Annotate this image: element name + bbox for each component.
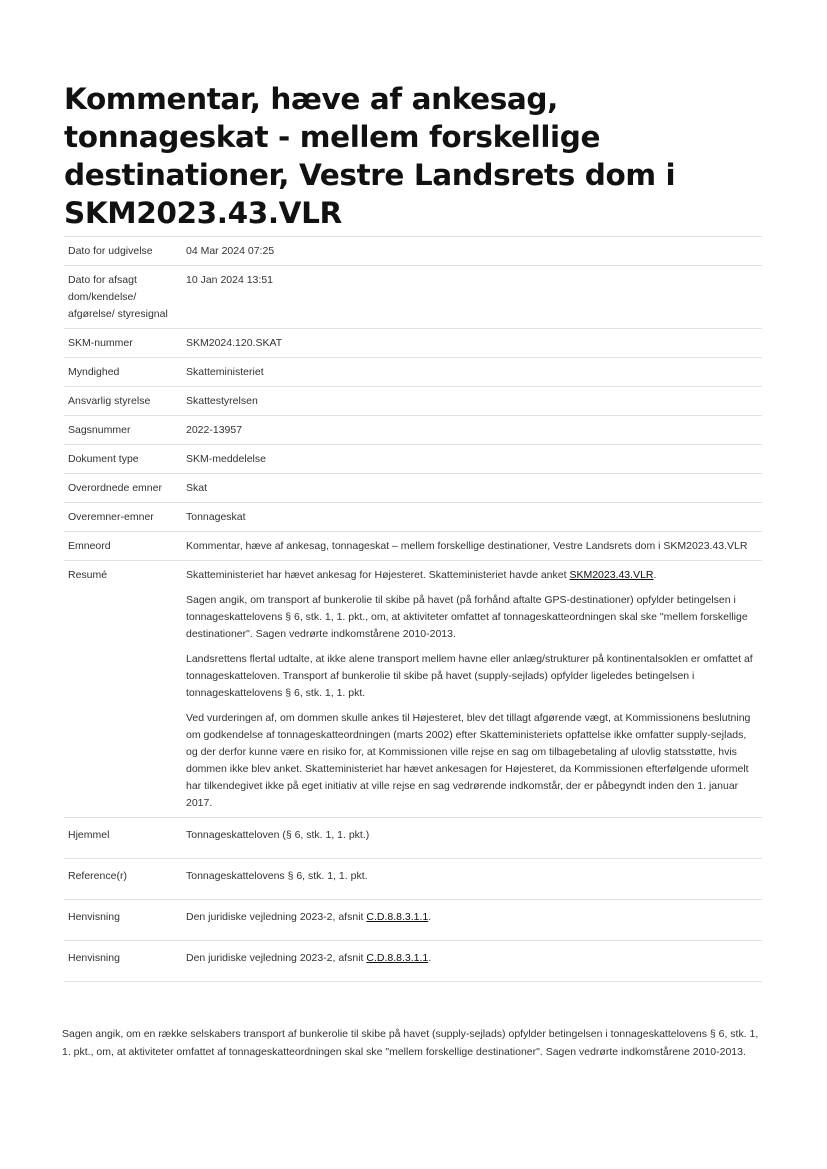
resume-p1-end: . xyxy=(653,569,657,581)
row-myndighed xyxy=(64,357,762,386)
skm2023-link[interactable]: SKM2023.43.VLR xyxy=(569,569,654,581)
resume-p1-text: Skatteministeriet har hævet ankesag for Højesteret. Skatteministeriet havde anket xyxy=(186,569,570,581)
row-value: SKM2024.120.SKAT xyxy=(186,337,283,349)
henvisning-end: . xyxy=(428,911,432,923)
row-label: Dato for udgivelse xyxy=(68,245,153,257)
row-value: Tonnageskatteloven (§ 6, stk. 1, 1. pkt.) xyxy=(186,829,370,841)
row-label: SKM-nummer xyxy=(68,337,133,349)
henvisning-text: Den juridiske vejledning 2023-2, afsnit xyxy=(186,911,367,923)
row-value: SKM-meddelelse xyxy=(186,453,266,465)
row-label: Overemner-emner xyxy=(68,511,154,523)
henvisning-text: Den juridiske vejledning 2023-2, afsnit xyxy=(186,952,367,964)
page-title: Kommentar, hæve af ankesag, tonnageskat - mellem forskellige destinationer, Vestre Landsrets dom i SKM2023.43.VLR xyxy=(64,82,676,230)
resume-paragraph: Landsrettens flertal udtalte, at ikke alene transport mellem havne eller anlæg/strukturer på kontinentalsoklen er omfattet af tonnageskatteloven. Transport af bunkerolie til skibe på havet (supply-sejlads) opfylder ligeledes betingelsen i tonnageskattelovens § 6, stk. 1, 1. pkt. xyxy=(186,653,753,699)
row-reference xyxy=(64,858,762,899)
row-value: Kommentar, hæve af ankesag, tonnageskat – mellem forskellige destinationer, Vestre Landsrets dom i SKM2023.43.VLR xyxy=(186,540,748,552)
row-label: Resumé xyxy=(68,569,108,581)
row-hjemmel xyxy=(64,817,762,858)
row-label: Emneord xyxy=(68,540,111,552)
row-styrelse xyxy=(64,386,762,415)
row-value: Skatteministeriet xyxy=(186,366,264,378)
row-label: Henvisning xyxy=(68,911,120,923)
row-skm-nummer xyxy=(64,328,762,357)
row-value xyxy=(181,900,762,940)
row-value: Skat xyxy=(186,482,208,494)
row-label: Dokument type xyxy=(68,453,139,465)
row-value: 2022-13957 xyxy=(186,424,243,436)
row-value xyxy=(181,941,762,981)
juridiske-vejledning-link[interactable]: C.D.8.8.3.1.1 xyxy=(366,911,429,923)
row-value: 04 Mar 2024 07:25 xyxy=(186,245,275,257)
henvisning-end: . xyxy=(428,952,432,964)
row-label: Henvisning xyxy=(68,952,120,964)
resume-paragraph: Ved vurderingen af, om dommen skulle ankes til Højesteret, blev det tillagt afgørende vægt, at Kommissionens beslutning om godkendelse af tonnageskatteordningen (marts 2002) efter Skatteministeriets opfattelse ikke omfatter supply-sejlads, og der derfor kunne være en risiko for, at Kommissionen ville rejse en sag om tilbagebetaling af ulovlig statsstøtte, hvis dommen ikke blev anket. Skatteministeriet har hævet ankesagen for Højesteret, da Kommissionen efterfølgende uformelt har tilkendegivet ikke på eget initiativ at ville rejse en sag vedrørende indkomstår, der er påbegyndt inden den 1. januar 2017. xyxy=(186,712,751,809)
resume-text xyxy=(181,561,762,817)
row-emneord xyxy=(64,531,762,560)
summary-paragraph: Sagen angik, om en række selskabers transport af bunkerolie til skibe på havet (supply-sejlads) opfylder betingelsen i tonnageskattelovens § 6, stk. 1, 1. pkt., om, at aktiviteter omfattet af tonnageskatteordningen skal ske "mellem forskellige destinationer". Sagen vedrørte indkomstårene 2010-2013. xyxy=(62,1028,759,1058)
row-label: Ansvarlig styrelse xyxy=(68,395,151,407)
row-udgivelse xyxy=(64,236,762,265)
row-henvisning-2 xyxy=(64,940,762,982)
row-label: Reference(r) xyxy=(68,870,127,882)
row-label: Sagsnummer xyxy=(68,424,131,436)
row-label: Overordnede emner xyxy=(68,482,162,494)
row-label: Dato for afsagt dom/kendelse/ afgørelse/ styresignal xyxy=(68,274,168,320)
row-overordnede-emner xyxy=(64,473,762,502)
row-overemner-emner xyxy=(64,502,762,531)
row-value: 10 Jan 2024 13:51 xyxy=(186,274,273,286)
row-value: Tonnageskattelovens § 6, stk. 1, 1. pkt. xyxy=(186,870,368,882)
metadata-table xyxy=(64,236,762,982)
resume-paragraph xyxy=(186,567,758,584)
row-dokumenttype xyxy=(64,444,762,473)
row-henvisning-1 xyxy=(64,899,762,940)
juridiske-vejledning-link[interactable]: C.D.8.8.3.1.1 xyxy=(366,952,429,964)
row-value: Skattestyrelsen xyxy=(186,395,258,407)
row-label: Hjemmel xyxy=(68,829,110,841)
row-afsagt xyxy=(64,265,762,328)
row-resume xyxy=(64,560,762,817)
row-label: Myndighed xyxy=(68,366,120,378)
row-sagsnummer xyxy=(64,415,762,444)
resume-paragraph: Sagen angik, om transport af bunkerolie til skibe på havet (på forhånd aftalte GPS-destinationer) opfylder betingelsen i tonnageskattelovens § 6, stk. 1, 1. pkt., om, at aktiviteter omfattet af tonnageskatteordningen skal ske "mellem forskellige destinationer". Sagen vedrørte indkomstårene 2010-2013. xyxy=(186,594,748,640)
row-value: Tonnageskat xyxy=(186,511,246,523)
